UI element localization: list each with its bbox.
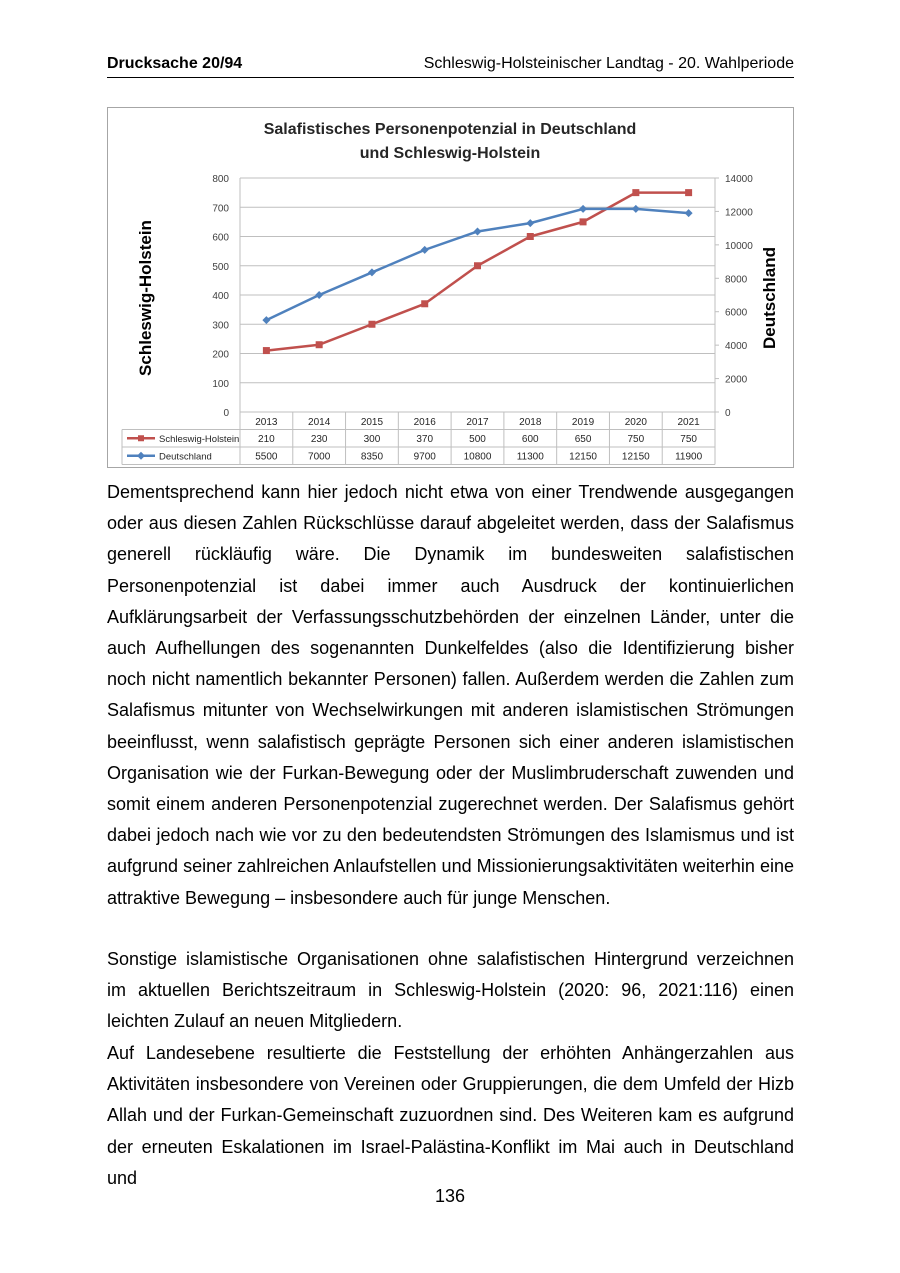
chart-gridlines: [240, 178, 719, 412]
data-point-square: [474, 262, 481, 269]
left-tick-label: 700: [212, 203, 229, 215]
y-axis-label-right: Deutschland: [760, 246, 779, 350]
chart-data-table: [122, 412, 715, 465]
table-value: 300: [363, 433, 381, 445]
data-point-diamond: [474, 227, 482, 235]
left-tick-label: 300: [212, 320, 229, 332]
table-value: 750: [680, 433, 697, 445]
data-point-square: [527, 233, 534, 240]
data-point-diamond: [526, 219, 534, 227]
table-value: 230: [310, 433, 328, 445]
data-point-diamond: [579, 205, 587, 213]
table-value: 600: [521, 433, 539, 445]
right-tick-label: 2000: [725, 374, 748, 386]
right-tick-label: 4000: [725, 341, 748, 353]
table-value: 500: [469, 433, 486, 445]
data-point-diamond: [315, 291, 323, 299]
table-value: 11900: [675, 451, 703, 463]
table-value: 210: [258, 433, 275, 445]
legend-label: Schleswig-Holstein: [159, 433, 240, 445]
table-value: 650: [574, 433, 592, 445]
line-chart: [108, 108, 793, 467]
right-tick-label: 6000: [725, 307, 748, 319]
left-tick-label: 600: [212, 232, 229, 244]
right-tick-label: 10000: [725, 240, 753, 252]
y-axis-label-left: Schleswig-Holstein: [136, 220, 155, 376]
left-tick-label: 500: [212, 261, 229, 273]
table-value: 7000: [308, 451, 331, 463]
x-category-label: 2021: [677, 416, 700, 428]
right-tick-label: 0: [725, 408, 731, 419]
right-tick-label: 14000: [725, 174, 753, 185]
data-point-square: [421, 300, 428, 307]
legend-marker: [138, 435, 144, 441]
x-category-label: 2018: [519, 416, 542, 428]
x-category-label: 2015: [360, 416, 384, 428]
data-point-square: [685, 189, 692, 196]
table-value: 11300: [516, 451, 544, 463]
right-tick-label: 12000: [725, 207, 753, 219]
paragraph-other-organisations: Sonstige islamistische Organisationen ohne salafistischen Hintergrund verzeichnen im aktuellen Berichtszeitraum in Schleswig-Holstein (2020: 96, 2021:116) einen leichten Zulauf an neuen Mitgliedern.: [107, 949, 794, 1032]
x-category-label: 2016: [413, 416, 436, 428]
data-point-square: [368, 321, 375, 328]
table-value: 750: [627, 433, 645, 445]
table-value: 10800: [463, 451, 492, 463]
table-value: 370: [416, 433, 434, 445]
x-category-label: 2013: [255, 416, 278, 428]
data-point-diamond: [262, 316, 270, 324]
data-point-diamond: [421, 246, 429, 254]
data-point-square: [316, 341, 323, 348]
left-tick-label: 200: [212, 349, 229, 361]
table-value: 5500: [255, 451, 278, 463]
chart-title-line2: und Schleswig-Holstein: [359, 145, 541, 162]
left-tick-label: 800: [212, 174, 229, 185]
paragraph-state-level: Auf Landesebene resultierte die Feststellung der erhöhten Anhängerzahlen aus Aktivitäten insbesondere von Vereinen oder Gruppierungen, die dem Umfeld der Hizb Allah und der Furkan-Gemeinschaft zuzuordnen sind. Des Weiteren kam es aufgrund der erneuten Eskalationen im Israel-Palästina-Konflikt im Mai auch in Deutschland und: [107, 1043, 794, 1188]
data-point-diamond: [632, 205, 640, 213]
document-number: Drucksache 20/94: [107, 55, 243, 72]
data-point-square: [263, 347, 270, 354]
data-point-diamond: [368, 268, 376, 276]
page-number: 136: [434, 1186, 466, 1206]
left-tick-label: 0: [223, 408, 229, 419]
parliament-title: Schleswig-Holsteinischer Landtag - 20. Wahlperiode: [423, 55, 794, 72]
legend-marker: [137, 452, 145, 460]
data-point-diamond: [685, 209, 693, 217]
left-tick-label: 400: [212, 291, 229, 302]
x-category-label: 2014: [308, 416, 331, 428]
chart-figure: [107, 107, 794, 468]
data-point-square: [632, 189, 639, 196]
series-line-schleswig-holstein: [266, 193, 688, 351]
chart-series: [262, 189, 692, 354]
table-value: 12150: [569, 451, 597, 463]
table-value: 8350: [360, 451, 384, 463]
x-category-label: 2020: [624, 416, 647, 428]
data-point-square: [580, 218, 587, 225]
chart-title-line1: Salafistisches Personenpotenzial in Deutschland: [263, 121, 637, 138]
x-category-label: 2019: [571, 416, 595, 428]
right-tick-label: 8000: [725, 274, 748, 286]
page-header: [107, 55, 794, 78]
x-category-label: 2017: [466, 416, 489, 428]
table-value: 12150: [621, 451, 650, 463]
paragraph-salafism-dynamics: Dementsprechend kann hier jedoch nicht etwa von einer Trendwende ausgegangen oder aus diesen Zahlen Rückschlüsse darauf abgeleitet werden, dass der Salafismus generell rückläufig wäre. Die Dynamik im bundesweiten salafistischen Personenpotenzial ist dabei immer auch Ausdruck der kontinuierlichen Aufklärungsarbeit der Verfassungsschutzbehörden der einzelnen Länder, unter die auch Aufhellungen des sogenannten Dunkelfeldes (also die Identifizierung bisher noch nicht namentlich bekannter Personen) fallen. Außerdem werden die Zahlen zum Salafismus mitunter von Wechselwirkungen mit anderen islamistischen Strömungen beeinflusst, wenn salafistisch geprägte Personen sich einer anderen islamistischen Organisation wie der Furkan-Bewegung oder der Muslimbruderschaft zuwenden und somit einem anderen Personenpotenzial zugerechnet werden. Der Salafismus gehört dabei jedoch nach wie vor zu den bedeutendsten Strömungen des Islamismus und ist aufgrund seiner zahlreichen Anlaufstellen und Missionierungsaktivitäten weiterhin eine attraktive Bewegung – insbesondere auch für junge Menschen.: [107, 482, 794, 908]
table-value: 9700: [413, 451, 436, 463]
legend-label: Deutschland: [159, 451, 212, 463]
left-tick-label: 100: [212, 378, 229, 390]
